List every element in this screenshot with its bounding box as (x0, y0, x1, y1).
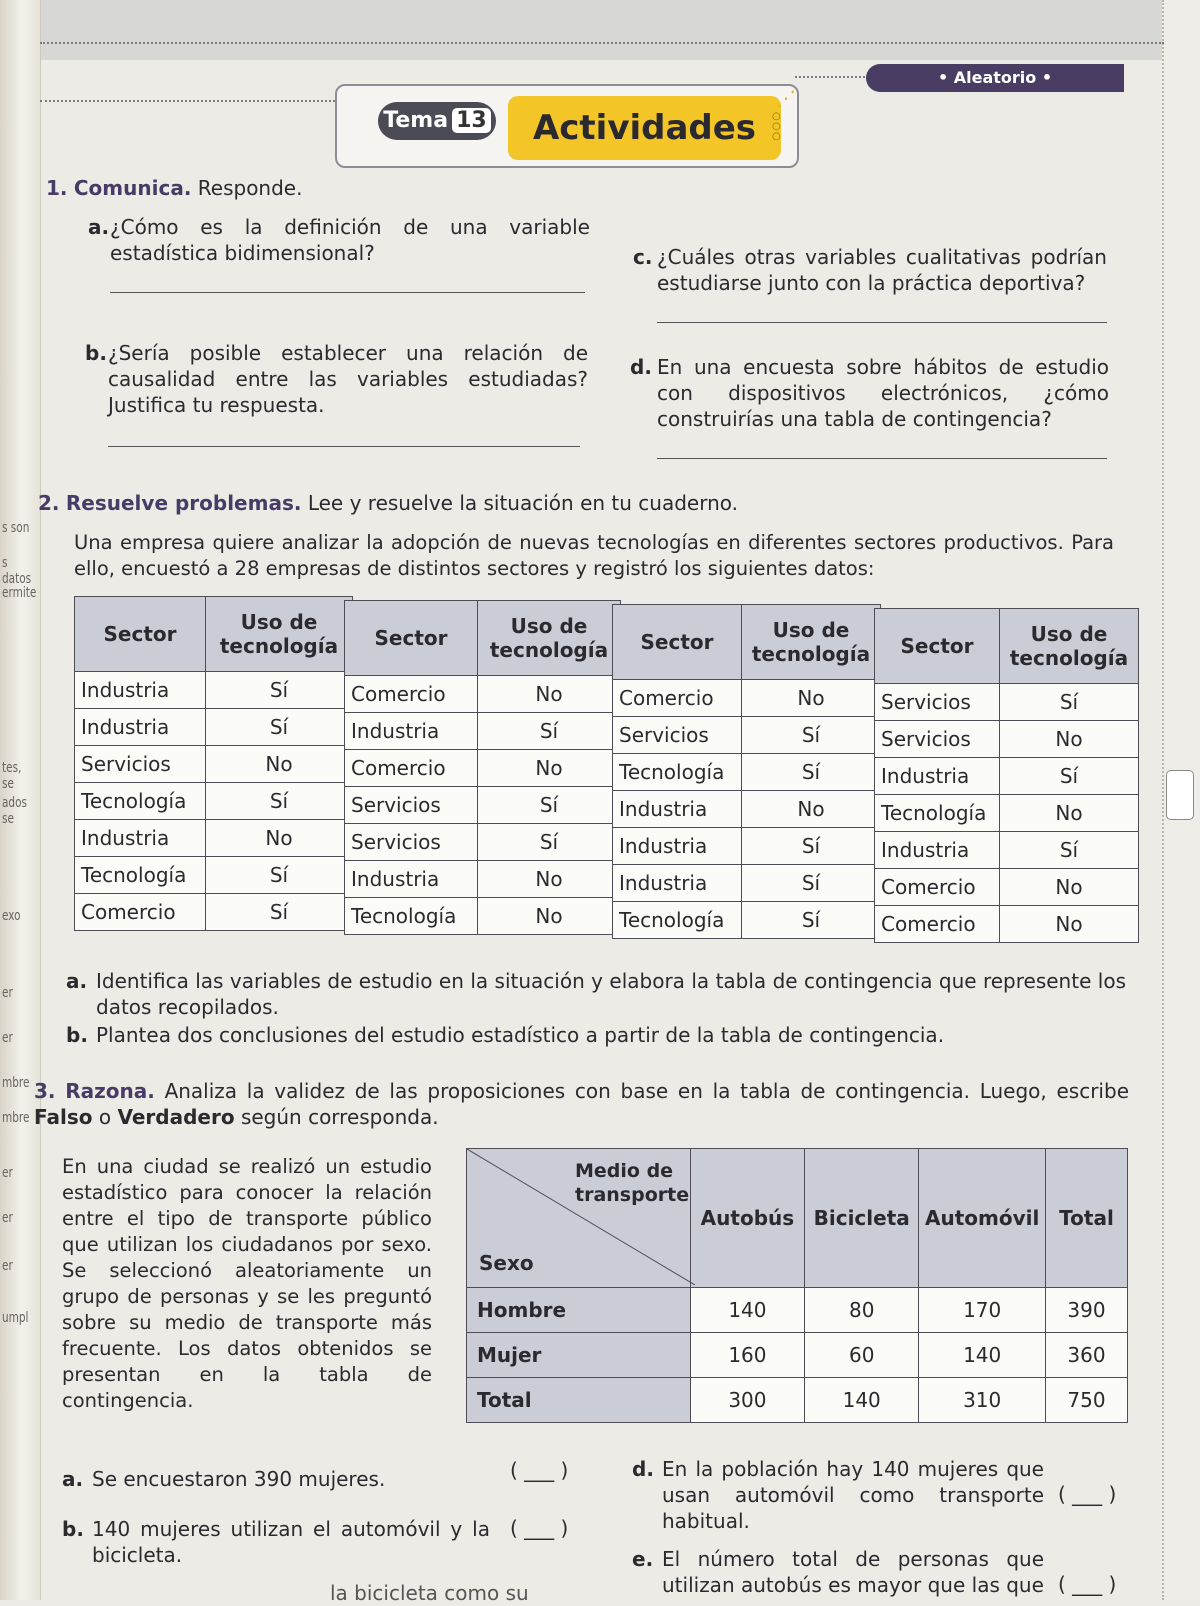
uso-cell: No (478, 750, 621, 787)
table-row (613, 791, 881, 828)
page-title: Actividades (508, 96, 781, 160)
col-header: Autobús (690, 1149, 804, 1288)
column-header: Uso de tecnología (478, 601, 621, 676)
corner-top-label: Medio de transporte (575, 1160, 690, 1206)
margin-fragment: ermite (2, 585, 37, 601)
sector-cell: Servicios (613, 717, 742, 754)
sector-cell: Comercio (345, 750, 478, 787)
sector-cell: Tecnología (613, 754, 742, 791)
table-cell: 160 (690, 1333, 804, 1378)
table-row (75, 820, 353, 857)
sector-cell: Industria (345, 861, 478, 898)
column-header: Uso de tecnología (742, 605, 881, 680)
uso-cell: Sí (478, 787, 621, 824)
margin-fragment: ados se (2, 795, 27, 827)
table-cell: 60 (805, 1333, 919, 1378)
uso-cell: Sí (742, 828, 881, 865)
uso-cell: Sí (206, 672, 353, 709)
column-header: Sector (345, 601, 478, 676)
ex2-a-letter: a. (66, 969, 88, 993)
sector-cell: Industria (75, 672, 206, 709)
tema-number: 13 (452, 108, 491, 133)
ex3-context: En una ciudad se realizó un estudio estadístico para conocer la relación entre el tipo de transporte público que utilizan los ciudadanos por sexo. Se seleccionó aleatoriamente un grupo de personas y se les preguntó sobre su medio de transporte más frecuente. Los datos obtenidos se presentan en la tabla de contingencia. (62, 1155, 432, 1412)
sector-cell: Comercio (345, 676, 478, 713)
table-row (345, 713, 621, 750)
uso-cell: Sí (206, 783, 353, 820)
uso-cell: No (1000, 721, 1139, 758)
sector-cell: Servicios (875, 684, 1000, 721)
corner-cell (467, 1149, 691, 1288)
table-row (467, 1288, 1128, 1333)
margin-fragment: mbre (2, 1075, 30, 1091)
ex1-b-text: ¿Sería posible establecer una relación de causalidad entre las variables estudiadas? Justifica tu respuesta. (108, 341, 588, 417)
uso-cell: Sí (1000, 832, 1139, 869)
top-background-band (40, 0, 1164, 60)
table-cell: 140 (805, 1378, 919, 1423)
margin-fragment: s son (2, 520, 30, 536)
table-row (613, 902, 881, 939)
uso-cell: No (742, 680, 881, 717)
sector-cell: Tecnología (345, 898, 478, 935)
sector-cell: Tecnología (75, 783, 206, 820)
page-tab-marker (1166, 770, 1194, 820)
ex1-d-letter: d. (630, 355, 652, 379)
margin-fragment: exo (2, 908, 21, 924)
ex1-a-letter: a. (88, 215, 110, 239)
sector-cell: Tecnología (875, 795, 1000, 832)
ex1-a-text: ¿Cómo es la definición de una variable estadística bidimensional? (110, 215, 590, 265)
sector-cell: Tecnología (75, 857, 206, 894)
uso-cell: No (1000, 795, 1139, 832)
uso-cell: Sí (742, 902, 881, 939)
ex3-e-text: El número total de personas que utilizan autobús es mayor que las que (662, 1547, 1044, 1597)
sector-cell: Industria (875, 758, 1000, 795)
uso-cell: No (206, 820, 353, 857)
table-cell: 360 (1045, 1333, 1127, 1378)
table-cell: 80 (805, 1288, 919, 1333)
answer-blank[interactable]: ( ___ ) (1058, 1572, 1117, 1596)
table-row (345, 750, 621, 787)
table-row (875, 795, 1139, 832)
table-row (613, 680, 881, 717)
table-row (613, 865, 881, 902)
uso-cell: Sí (478, 824, 621, 861)
answer-blank[interactable]: ( ___ ) (510, 1458, 569, 1482)
table-cell: 310 (919, 1378, 1046, 1423)
ex1-c-letter: c. (633, 245, 653, 269)
table-row (613, 754, 881, 791)
table-row (467, 1333, 1128, 1378)
col-header: Bicicleta (805, 1149, 919, 1288)
table-row (75, 709, 353, 746)
table-cell: 390 (1045, 1288, 1127, 1333)
margin-fragment: er (2, 1210, 13, 1226)
column-header: Sector (75, 597, 206, 672)
table-row (875, 906, 1139, 943)
margin-fragment: tes, se (2, 760, 22, 792)
table-row (345, 861, 621, 898)
table-row (875, 869, 1139, 906)
sector-cell: Tecnología (613, 902, 742, 939)
corner-bottom-label: Sexo (479, 1251, 534, 1275)
uso-cell: Sí (478, 713, 621, 750)
ex2-heading: 2. Resuelve problemas. Lee y resuelve la situación en tu cuaderno. (38, 491, 738, 515)
table-row (345, 898, 621, 935)
row-label: Total (467, 1378, 691, 1423)
table-cell: 300 (690, 1378, 804, 1423)
answer-line (657, 458, 1107, 459)
table-row (75, 746, 353, 783)
ex3-d-text: En la población hay 140 mujeres que usan automóvil como transporte habitual. (662, 1457, 1044, 1533)
margin-fragment: er (2, 1165, 13, 1181)
table-row (875, 758, 1139, 795)
uso-cell: Sí (206, 709, 353, 746)
uso-cell: Sí (206, 894, 353, 931)
column-header: Uso de tecnología (206, 597, 353, 672)
col-header: Automóvil (919, 1149, 1046, 1288)
sector-cell: Comercio (875, 906, 1000, 943)
column-header: Sector (613, 605, 742, 680)
section-tag-label: Aleatorio (953, 68, 1037, 87)
answer-line (108, 446, 580, 447)
uso-cell: No (478, 898, 621, 935)
rays-decoration-icon: ⋰ (776, 86, 796, 110)
tema-badge (378, 102, 496, 140)
sector-cell: Servicios (345, 824, 478, 861)
answer-line (110, 292, 585, 293)
sector-cell: Comercio (613, 680, 742, 717)
ex3-b-letter: b. (62, 1517, 84, 1541)
dots-decoration-icon: ○ ○ ○ (772, 111, 781, 142)
ex1-b-letter: b. (85, 341, 107, 365)
table-row (875, 721, 1139, 758)
table-cell: 170 (919, 1288, 1046, 1333)
table-row (467, 1378, 1128, 1423)
ex2-a-text: Identifica las variables de estudio en la situación y elabora la tabla de contingencia que represente los datos recopilados. (96, 969, 1126, 1019)
table-row (875, 684, 1139, 721)
margin-fragment: mbre (2, 1110, 30, 1126)
answer-blank[interactable]: ( ___ ) (1058, 1482, 1117, 1506)
ex3-c-partial: la bicicleta como su (330, 1581, 529, 1605)
ex3-heading: 3. Razona. Analiza la validez de las proposiciones con base en la tabla de contingencia. Luego, escribe Falso o Verdadero según corresponda. (34, 1079, 1129, 1129)
dotted-rule (40, 42, 1164, 44)
sector-cell: Comercio (875, 869, 1000, 906)
table-row (345, 824, 621, 861)
ex3-a-letter: a. (62, 1467, 84, 1491)
ex2-b-letter: b. (66, 1023, 88, 1047)
ex3-a-text: Se encuestaron 390 mujeres. (92, 1467, 386, 1491)
sector-cell: Industria (75, 709, 206, 746)
column-header: Uso de tecnología (1000, 609, 1139, 684)
table-row (75, 894, 353, 931)
sector-cell: Industria (875, 832, 1000, 869)
ex3-b-text: 140 mujeres utilizan el automóvil y la bicicleta. (92, 1517, 490, 1567)
answer-line (657, 322, 1107, 323)
sector-cell: Industria (75, 820, 206, 857)
col-header: Total (1045, 1149, 1127, 1288)
ex3-d-letter: d. (632, 1457, 654, 1481)
left-page-curl (0, 0, 41, 1600)
row-label: Mujer (467, 1333, 691, 1378)
column-header: Sector (875, 609, 1000, 684)
table-cell: 140 (919, 1333, 1046, 1378)
contingency-table (466, 1148, 1128, 1423)
survey-table (612, 604, 881, 939)
margin-fragment: er (2, 1258, 13, 1274)
table-row (345, 787, 621, 824)
sector-cell: Industria (613, 865, 742, 902)
ex2-intro: Una empresa quiere analizar la adopción de nuevas tecnologías en diferentes sectores productivos. Para ello, encuestó a 28 empresas de distintos sectores y registró los siguientes datos: (74, 531, 1114, 580)
uso-cell: Sí (1000, 684, 1139, 721)
table-row (345, 676, 621, 713)
uso-cell: No (742, 791, 881, 828)
uso-cell: No (1000, 869, 1139, 906)
uso-cell: No (1000, 906, 1139, 943)
survey-table (874, 608, 1139, 943)
table-row (75, 783, 353, 820)
table-cell: 140 (690, 1288, 804, 1333)
sector-cell: Industria (345, 713, 478, 750)
margin-fragment: er (2, 985, 13, 1001)
sector-cell: Servicios (75, 746, 206, 783)
uso-cell: Sí (742, 717, 881, 754)
row-label: Hombre (467, 1288, 691, 1333)
uso-cell: No (478, 861, 621, 898)
table-row (875, 832, 1139, 869)
margin-fragment: umpl (2, 1310, 29, 1326)
ex1-d-text: En una encuesta sobre hábitos de estudio con dispositivos electrónicos, ¿cómo construirías una tabla de contingencia? (657, 355, 1109, 431)
sector-cell: Industria (613, 791, 742, 828)
uso-cell: Sí (742, 865, 881, 902)
sector-cell: Servicios (875, 721, 1000, 758)
table-row (75, 857, 353, 894)
table-cell: 750 (1045, 1378, 1127, 1423)
ex2-b-text: Plantea dos conclusiones del estudio estadístico a partir de la tabla de contingencia. (96, 1023, 945, 1047)
ex3-e-letter: e. (632, 1547, 654, 1571)
margin-fragment: er (2, 1030, 13, 1046)
uso-cell: Sí (742, 754, 881, 791)
uso-cell: No (478, 676, 621, 713)
survey-table (74, 596, 353, 931)
table-row (613, 717, 881, 754)
ex1-c-text: ¿Cuáles otras variables cualitativas podrían estudiarse junto con la práctica deportiva? (657, 245, 1107, 295)
uso-cell: Sí (1000, 758, 1139, 795)
dotted-rule (40, 100, 335, 102)
table-row (75, 672, 353, 709)
answer-blank[interactable]: ( ___ ) (510, 1516, 569, 1540)
sector-cell: Servicios (345, 787, 478, 824)
sector-cell: Comercio (75, 894, 206, 931)
uso-cell: No (206, 746, 353, 783)
tema-label: Tema (383, 108, 449, 133)
margin-fragment: s datos (2, 555, 32, 587)
section-tag: • Aleatorio • (866, 64, 1124, 92)
survey-table (344, 600, 621, 935)
ex1-heading: 1. Comunica. Responde. (46, 176, 303, 200)
table-row (613, 828, 881, 865)
sector-cell: Industria (613, 828, 742, 865)
dotted-rule (795, 76, 865, 78)
uso-cell: Sí (206, 857, 353, 894)
